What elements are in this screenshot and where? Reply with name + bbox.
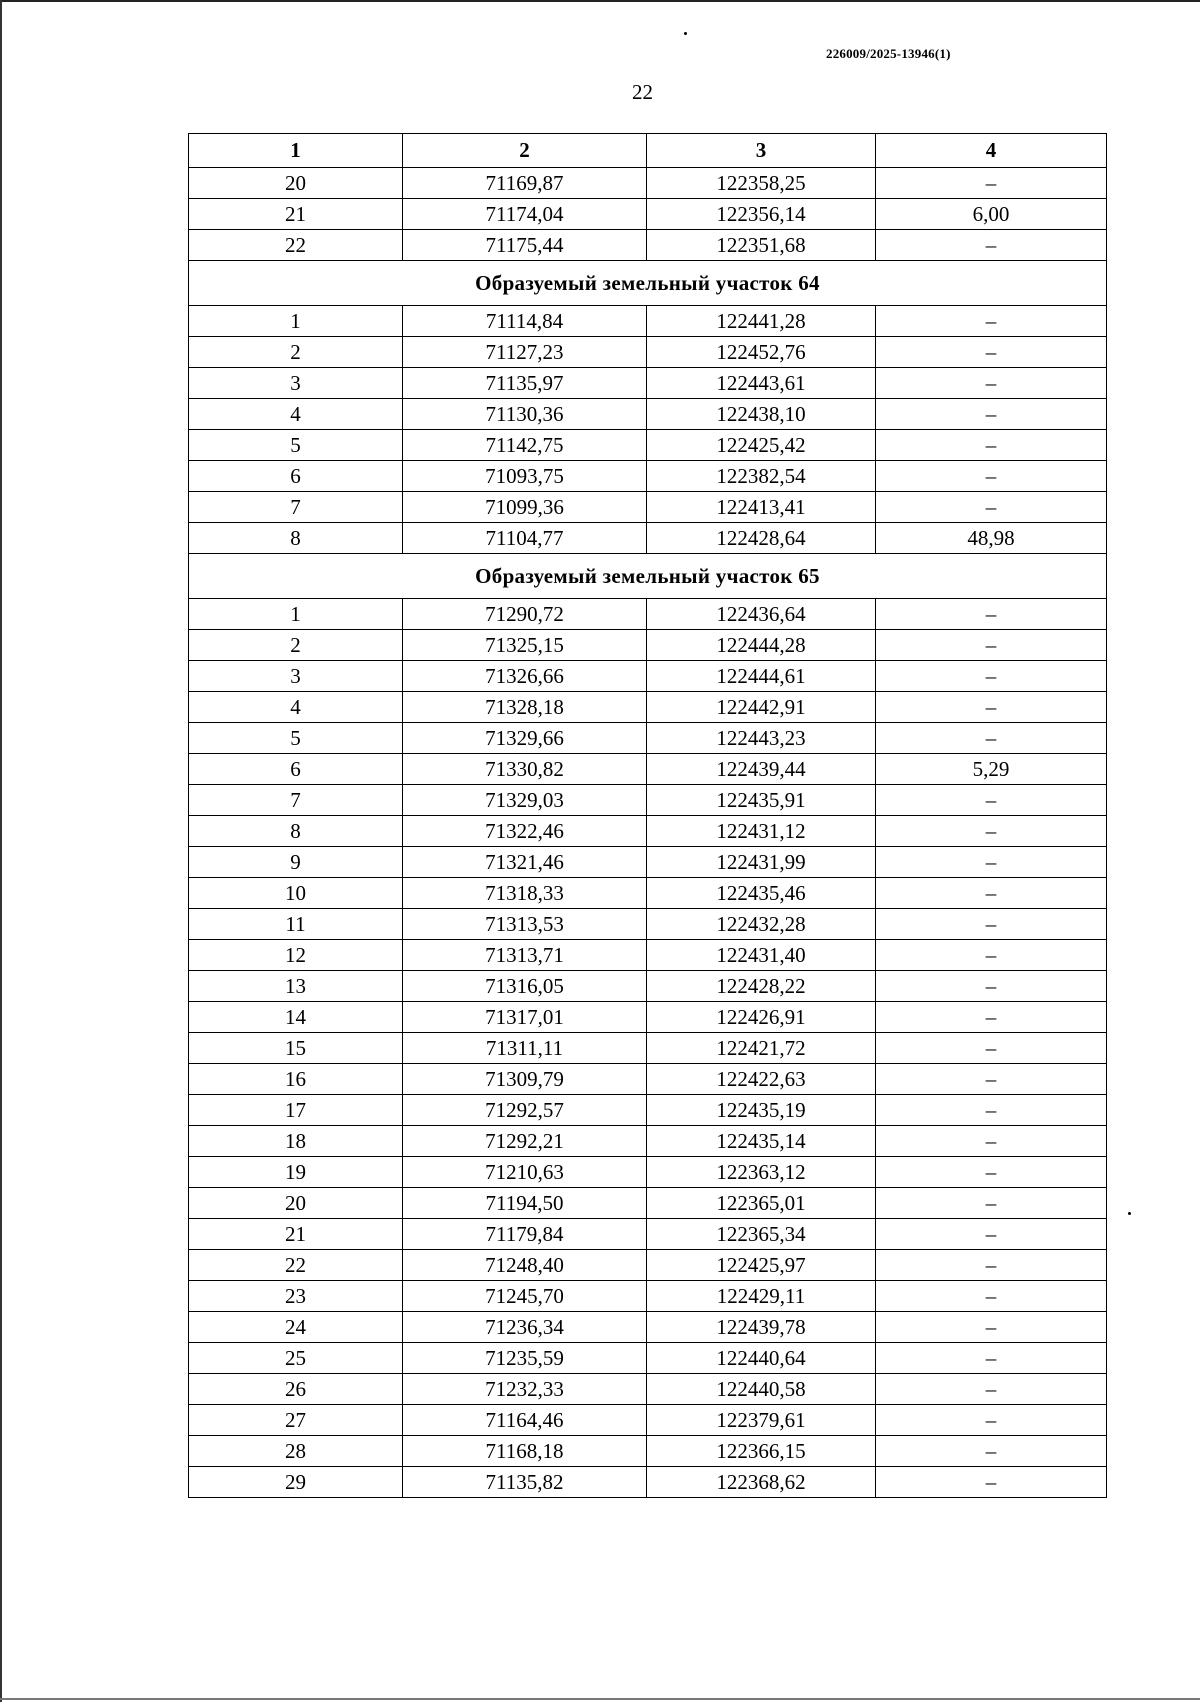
measure-cell: – — [876, 368, 1107, 399]
x-coordinate-cell: 71127,23 — [403, 337, 647, 368]
table-row — [189, 785, 1107, 816]
table-row — [189, 1250, 1107, 1281]
table-row — [189, 1002, 1107, 1033]
table-row — [189, 723, 1107, 754]
point-number-cell: 20 — [189, 168, 403, 199]
measure-cell: – — [876, 909, 1107, 940]
point-number-cell: 29 — [189, 1467, 403, 1498]
point-number-cell: 1 — [189, 599, 403, 630]
measure-cell: – — [876, 492, 1107, 523]
measure-cell: – — [876, 1002, 1107, 1033]
measure-cell: – — [876, 1436, 1107, 1467]
point-number-cell: 22 — [189, 1250, 403, 1281]
x-coordinate-cell: 71328,18 — [403, 692, 647, 723]
scan-left-edge — [0, 0, 2, 1702]
point-number-cell: 24 — [189, 1312, 403, 1343]
measure-cell: – — [876, 785, 1107, 816]
measure-cell: – — [876, 1219, 1107, 1250]
column-header: 1 — [189, 134, 403, 168]
table-row — [189, 306, 1107, 337]
measure-cell: 6,00 — [876, 199, 1107, 230]
table-row — [189, 430, 1107, 461]
table-row — [189, 461, 1107, 492]
x-coordinate-cell: 71179,84 — [403, 1219, 647, 1250]
page-number: 22 — [632, 80, 653, 104]
table-row — [189, 1064, 1107, 1095]
point-number-cell: 20 — [189, 1188, 403, 1219]
y-coordinate-cell: 122365,01 — [647, 1188, 876, 1219]
point-number-cell: 21 — [189, 1219, 403, 1250]
y-coordinate-cell: 122426,91 — [647, 1002, 876, 1033]
table-row — [189, 692, 1107, 723]
y-coordinate-cell: 122443,61 — [647, 368, 876, 399]
x-coordinate-cell: 71329,66 — [403, 723, 647, 754]
section-title: Образуемый земельный участок 65 — [189, 554, 1107, 599]
point-number-cell: 16 — [189, 1064, 403, 1095]
measure-cell: – — [876, 1374, 1107, 1405]
table-row — [189, 1374, 1107, 1405]
point-number-cell: 28 — [189, 1436, 403, 1467]
table-row — [189, 1467, 1107, 1498]
measure-cell: – — [876, 723, 1107, 754]
y-coordinate-cell: 122431,12 — [647, 816, 876, 847]
point-number-cell: 2 — [189, 630, 403, 661]
y-coordinate-cell: 122435,46 — [647, 878, 876, 909]
x-coordinate-cell: 71322,46 — [403, 816, 647, 847]
measure-cell: – — [876, 692, 1107, 723]
point-number-cell: 7 — [189, 492, 403, 523]
table-row — [189, 230, 1107, 261]
x-coordinate-cell: 71093,75 — [403, 461, 647, 492]
y-coordinate-cell: 122358,25 — [647, 168, 876, 199]
measure-cell: – — [876, 816, 1107, 847]
measure-cell: – — [876, 1188, 1107, 1219]
measure-cell: – — [876, 430, 1107, 461]
y-coordinate-cell: 122379,61 — [647, 1405, 876, 1436]
y-coordinate-cell: 122351,68 — [647, 230, 876, 261]
y-coordinate-cell: 122452,76 — [647, 337, 876, 368]
point-number-cell: 25 — [189, 1343, 403, 1374]
y-coordinate-cell: 122441,28 — [647, 306, 876, 337]
x-coordinate-cell: 71194,50 — [403, 1188, 647, 1219]
x-coordinate-cell: 71245,70 — [403, 1281, 647, 1312]
column-header: 2 — [403, 134, 647, 168]
x-coordinate-cell: 71174,04 — [403, 199, 647, 230]
y-coordinate-cell: 122421,72 — [647, 1033, 876, 1064]
table-row — [189, 523, 1107, 554]
x-coordinate-cell: 71168,18 — [403, 1436, 647, 1467]
measure-cell: – — [876, 399, 1107, 430]
y-coordinate-cell: 122431,40 — [647, 940, 876, 971]
x-coordinate-cell: 71236,34 — [403, 1312, 647, 1343]
y-coordinate-cell: 122431,99 — [647, 847, 876, 878]
y-coordinate-cell: 122436,64 — [647, 599, 876, 630]
table-row — [189, 1436, 1107, 1467]
y-coordinate-cell: 122440,58 — [647, 1374, 876, 1405]
table-row — [189, 168, 1107, 199]
y-coordinate-cell: 122428,22 — [647, 971, 876, 1002]
point-number-cell: 5 — [189, 723, 403, 754]
measure-cell: – — [876, 878, 1107, 909]
x-coordinate-cell: 71114,84 — [403, 306, 647, 337]
measure-cell: – — [876, 230, 1107, 261]
y-coordinate-cell: 122438,10 — [647, 399, 876, 430]
table-row — [189, 1281, 1107, 1312]
table-row — [189, 1157, 1107, 1188]
point-number-cell: 23 — [189, 1281, 403, 1312]
x-coordinate-cell: 71318,33 — [403, 878, 647, 909]
point-number-cell: 3 — [189, 368, 403, 399]
table-row — [189, 909, 1107, 940]
y-coordinate-cell: 122366,15 — [647, 1436, 876, 1467]
x-coordinate-cell: 71175,44 — [403, 230, 647, 261]
x-coordinate-cell: 71317,01 — [403, 1002, 647, 1033]
x-coordinate-cell: 71292,57 — [403, 1095, 647, 1126]
y-coordinate-cell: 122432,28 — [647, 909, 876, 940]
section-title: Образуемый земельный участок 64 — [189, 261, 1107, 306]
measure-cell: – — [876, 971, 1107, 1002]
y-coordinate-cell: 122425,42 — [647, 430, 876, 461]
table-row — [189, 1188, 1107, 1219]
point-number-cell: 21 — [189, 199, 403, 230]
x-coordinate-cell: 71130,36 — [403, 399, 647, 430]
table-row — [189, 368, 1107, 399]
y-coordinate-cell: 122363,12 — [647, 1157, 876, 1188]
document-number: 226009/2025-13946(1) — [826, 46, 951, 61]
x-coordinate-cell: 71292,21 — [403, 1126, 647, 1157]
point-number-cell: 9 — [189, 847, 403, 878]
x-coordinate-cell: 71316,05 — [403, 971, 647, 1002]
measure-cell: – — [876, 306, 1107, 337]
y-coordinate-cell: 122422,63 — [647, 1064, 876, 1095]
x-coordinate-cell: 71099,36 — [403, 492, 647, 523]
point-number-cell: 5 — [189, 430, 403, 461]
measure-cell: 48,98 — [876, 523, 1107, 554]
measure-cell: – — [876, 1033, 1107, 1064]
point-number-cell: 13 — [189, 971, 403, 1002]
x-coordinate-cell: 71104,77 — [403, 523, 647, 554]
x-coordinate-cell: 71290,72 — [403, 599, 647, 630]
measure-cell: – — [876, 1250, 1107, 1281]
point-number-cell: 14 — [189, 1002, 403, 1033]
measure-cell: – — [876, 1157, 1107, 1188]
scan-speck — [1128, 1212, 1131, 1215]
measure-cell: – — [876, 1095, 1107, 1126]
table-row — [189, 878, 1107, 909]
y-coordinate-cell: 122368,62 — [647, 1467, 876, 1498]
measure-cell: – — [876, 1405, 1107, 1436]
point-number-cell: 11 — [189, 909, 403, 940]
x-coordinate-cell: 71135,82 — [403, 1467, 647, 1498]
point-number-cell: 3 — [189, 661, 403, 692]
point-number-cell: 22 — [189, 230, 403, 261]
measure-cell: – — [876, 1126, 1107, 1157]
table-row — [189, 754, 1107, 785]
point-number-cell: 8 — [189, 523, 403, 554]
table-header-row — [189, 134, 1107, 168]
y-coordinate-cell: 122365,34 — [647, 1219, 876, 1250]
x-coordinate-cell: 71142,75 — [403, 430, 647, 461]
measure-cell: – — [876, 1281, 1107, 1312]
table-row — [189, 199, 1107, 230]
point-number-cell: 19 — [189, 1157, 403, 1188]
point-number-cell: 8 — [189, 816, 403, 847]
table-row — [189, 337, 1107, 368]
coordinates-table — [188, 133, 1107, 1498]
x-coordinate-cell: 71329,03 — [403, 785, 647, 816]
x-coordinate-cell: 71309,79 — [403, 1064, 647, 1095]
y-coordinate-cell: 122428,64 — [647, 523, 876, 554]
y-coordinate-cell: 122413,41 — [647, 492, 876, 523]
measure-cell: – — [876, 168, 1107, 199]
y-coordinate-cell: 122440,64 — [647, 1343, 876, 1374]
measure-cell: – — [876, 630, 1107, 661]
point-number-cell: 7 — [189, 785, 403, 816]
table-row — [189, 816, 1107, 847]
table-row — [189, 1343, 1107, 1374]
x-coordinate-cell: 71232,33 — [403, 1374, 647, 1405]
table-row — [189, 1126, 1107, 1157]
x-coordinate-cell: 71326,66 — [403, 661, 647, 692]
point-number-cell: 27 — [189, 1405, 403, 1436]
point-number-cell: 10 — [189, 878, 403, 909]
table-row — [189, 399, 1107, 430]
measure-cell: – — [876, 1467, 1107, 1498]
y-coordinate-cell: 122356,14 — [647, 199, 876, 230]
measure-cell: 5,29 — [876, 754, 1107, 785]
measure-cell: – — [876, 940, 1107, 971]
y-coordinate-cell: 122429,11 — [647, 1281, 876, 1312]
y-coordinate-cell: 122444,28 — [647, 630, 876, 661]
point-number-cell: 26 — [189, 1374, 403, 1405]
point-number-cell: 12 — [189, 940, 403, 971]
y-coordinate-cell: 122435,91 — [647, 785, 876, 816]
scan-bottom-edge — [0, 1698, 1200, 1700]
measure-cell: – — [876, 847, 1107, 878]
x-coordinate-cell: 71235,59 — [403, 1343, 647, 1374]
measure-cell: – — [876, 661, 1107, 692]
point-number-cell: 2 — [189, 337, 403, 368]
point-number-cell: 18 — [189, 1126, 403, 1157]
y-coordinate-cell: 122443,23 — [647, 723, 876, 754]
table-row — [189, 847, 1107, 878]
table-row — [189, 971, 1107, 1002]
y-coordinate-cell: 122382,54 — [647, 461, 876, 492]
measure-cell: – — [876, 1312, 1107, 1343]
y-coordinate-cell: 122435,14 — [647, 1126, 876, 1157]
measure-cell: – — [876, 599, 1107, 630]
section-row — [189, 261, 1107, 306]
x-coordinate-cell: 71330,82 — [403, 754, 647, 785]
y-coordinate-cell: 122435,19 — [647, 1095, 876, 1126]
x-coordinate-cell: 71169,87 — [403, 168, 647, 199]
point-number-cell: 6 — [189, 754, 403, 785]
measure-cell: – — [876, 337, 1107, 368]
y-coordinate-cell: 122442,91 — [647, 692, 876, 723]
y-coordinate-cell: 122439,44 — [647, 754, 876, 785]
x-coordinate-cell: 71164,46 — [403, 1405, 647, 1436]
x-coordinate-cell: 71135,97 — [403, 368, 647, 399]
table-row — [189, 661, 1107, 692]
table-body — [189, 168, 1107, 1498]
measure-cell: – — [876, 1064, 1107, 1095]
measure-cell: – — [876, 461, 1107, 492]
point-number-cell: 15 — [189, 1033, 403, 1064]
x-coordinate-cell: 71325,15 — [403, 630, 647, 661]
y-coordinate-cell: 122439,78 — [647, 1312, 876, 1343]
x-coordinate-cell: 71210,63 — [403, 1157, 647, 1188]
table-row — [189, 940, 1107, 971]
measure-cell: – — [876, 1343, 1107, 1374]
table-row — [189, 1033, 1107, 1064]
scan-speck — [684, 32, 687, 35]
table-row — [189, 1095, 1107, 1126]
x-coordinate-cell: 71313,71 — [403, 940, 647, 971]
column-header: 4 — [876, 134, 1107, 168]
table-row — [189, 630, 1107, 661]
table-row — [189, 599, 1107, 630]
scan-top-edge — [0, 0, 1200, 2]
point-number-cell: 4 — [189, 692, 403, 723]
x-coordinate-cell: 71248,40 — [403, 1250, 647, 1281]
table-row — [189, 1405, 1107, 1436]
x-coordinate-cell: 71313,53 — [403, 909, 647, 940]
point-number-cell: 17 — [189, 1095, 403, 1126]
point-number-cell: 4 — [189, 399, 403, 430]
y-coordinate-cell: 122444,61 — [647, 661, 876, 692]
point-number-cell: 1 — [189, 306, 403, 337]
x-coordinate-cell: 71311,11 — [403, 1033, 647, 1064]
point-number-cell: 6 — [189, 461, 403, 492]
table-row — [189, 1312, 1107, 1343]
y-coordinate-cell: 122425,97 — [647, 1250, 876, 1281]
table-row — [189, 492, 1107, 523]
section-row — [189, 554, 1107, 599]
x-coordinate-cell: 71321,46 — [403, 847, 647, 878]
table-row — [189, 1219, 1107, 1250]
column-header: 3 — [647, 134, 876, 168]
